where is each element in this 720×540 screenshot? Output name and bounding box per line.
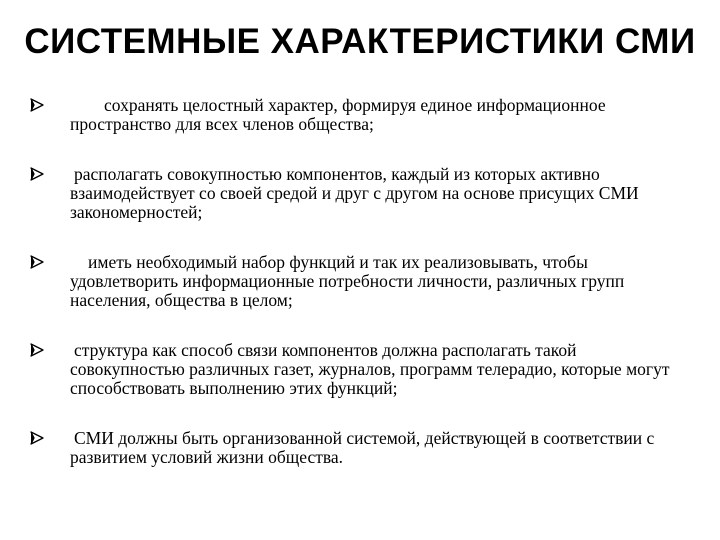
list-item xyxy=(28,341,678,398)
arrowhead-bullet-icon xyxy=(30,167,44,181)
list-item xyxy=(28,253,678,310)
bullet-list xyxy=(28,96,678,491)
list-item xyxy=(28,96,678,134)
slide-title: СИСТЕМНЫЕ ХАРАКТЕРИСТИКИ СМИ xyxy=(24,22,696,61)
list-item-text: структура как способ связи компонентов должна располагать такой совокупностью различных газет, журналов, программ телерадио, которые могут способствовать выполнению этих функций; xyxy=(70,340,670,398)
list-item-text: иметь необходимый набор функций и так их реализовывать, чтобы удовлетворить информационные потребности личности, различных групп населения, общества в целом; xyxy=(70,252,625,310)
arrowhead-bullet-icon xyxy=(30,343,44,357)
list-item xyxy=(28,429,678,467)
list-item-text: сохранять целостный характер, формируя единое информационное пространство для всех членов общества; xyxy=(70,95,606,134)
list-item-text: располагать совокупностью компонентов, каждый из которых активно взаимодействует со своей средой и друг с другом на основе присущих СМИ закономерностей; xyxy=(70,164,639,222)
list-item-text: СМИ должны быть организованной системой, действующей в соответствии с развитием условий жизни общества. xyxy=(70,428,655,467)
arrowhead-bullet-icon xyxy=(30,255,44,269)
list-item xyxy=(28,165,678,222)
arrowhead-bullet-icon xyxy=(30,431,44,445)
arrowhead-bullet-icon xyxy=(30,98,44,112)
